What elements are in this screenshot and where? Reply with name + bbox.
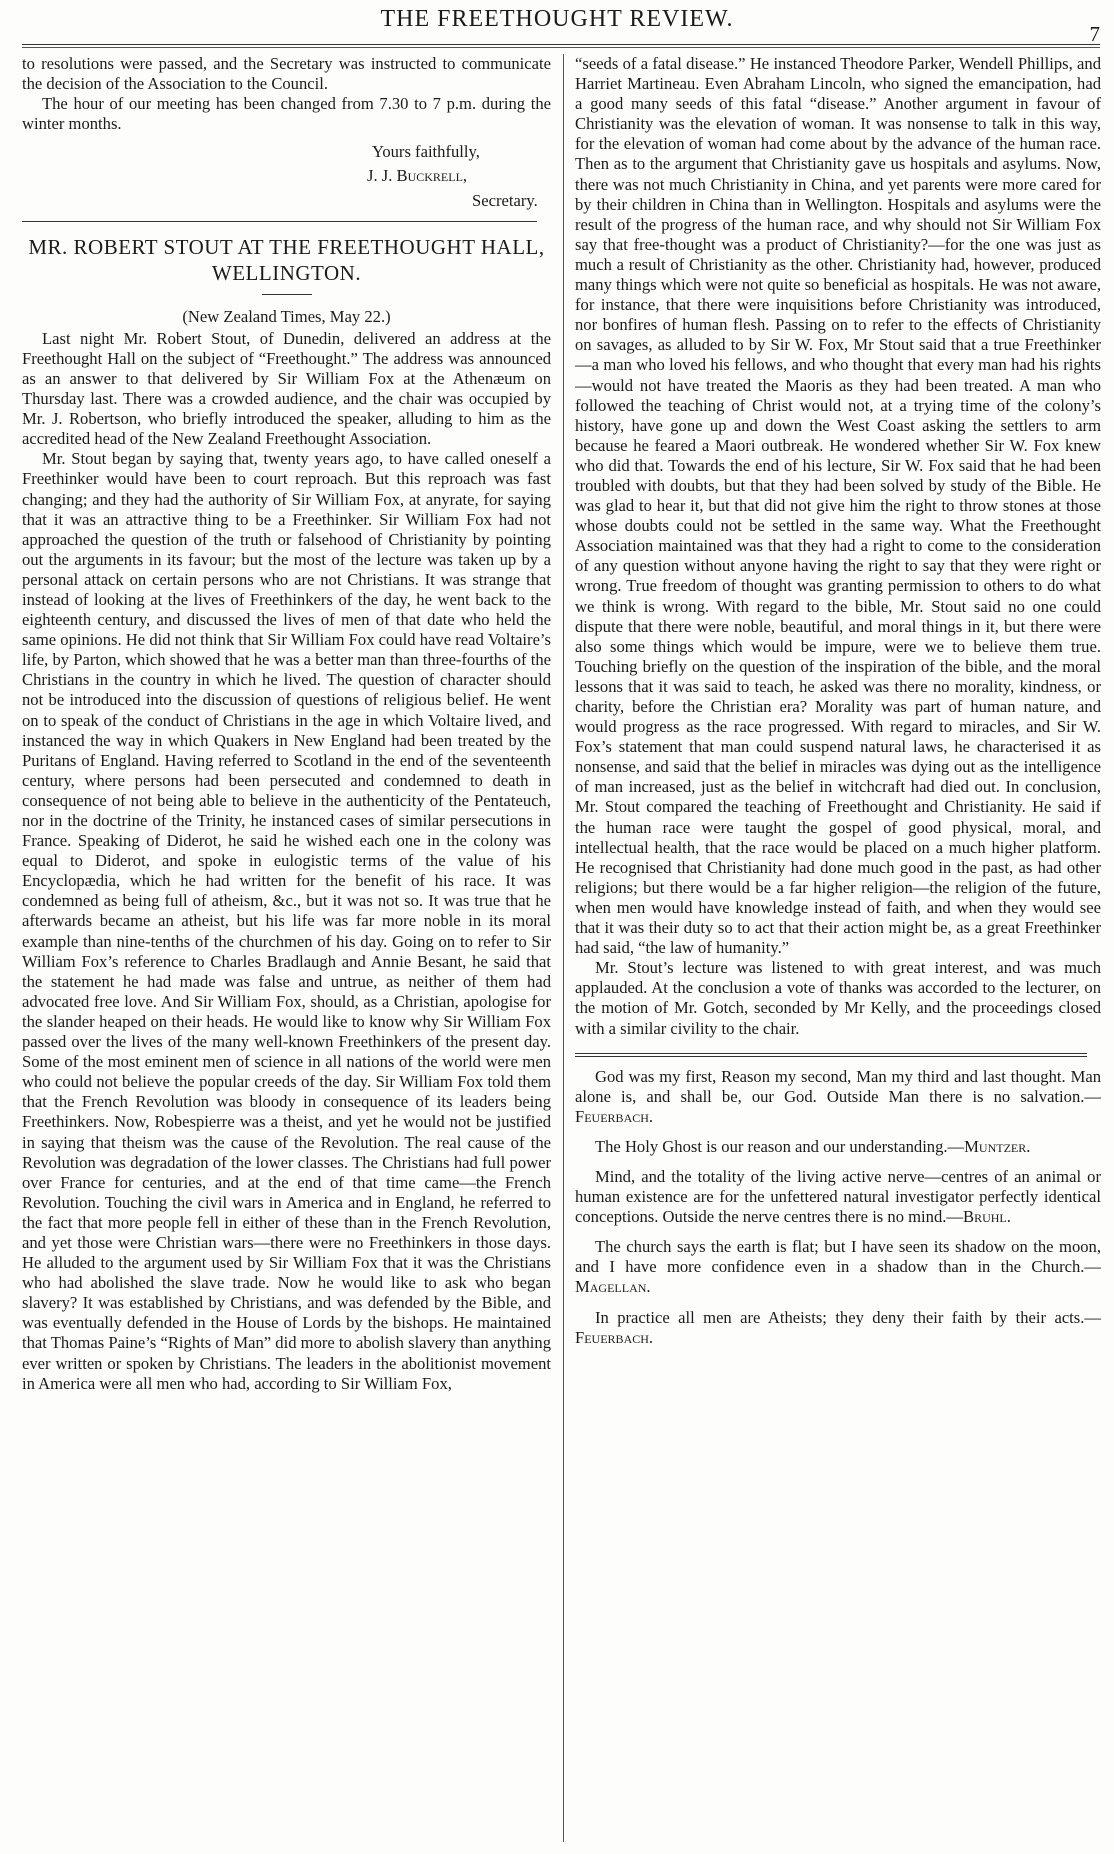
- header-rule: [22, 44, 1100, 45]
- quote: God was my first, Reason my second, Man my third and last thought. Man alone is, and shall be, our God. Outside Man there is no salvation.—Feuerbach.: [575, 1066, 1101, 1126]
- section-rule: [575, 1053, 1087, 1054]
- article-paragraph: Last night Mr. Robert Stout, of Dunedin, delivered an address at the Freethought Hall on the subject of “Freethought.” The address was announced as an answer to that delivered by Sir William Fox at the Athenæum on Thursday last. There was a crowded audience, and the chair was occupied by Mr. J. Robertson, who briefly introduced the speaker, alluding to him as the accredited head of the New Zealand Freethought Association.: [22, 328, 551, 449]
- article-source: (New Zealand Times, May 22.): [182, 306, 391, 326]
- quote: In practice all men are Atheists; they deny their faith by their acts.—Feuerbach.: [575, 1307, 1101, 1347]
- article-paragraph-continued: “seeds of a fatal disease.” He instanced Theodore Parker, Wendell Phillips, and Harriet Martineau. Even Abraham Lincoln, who signed the emancipation, had a good many seeds of this fatal “disease.” Another argument in favour of Christianity was the elevation of woman. It was nonsense to talk in this way, for the elevation of woman had come about by the advance of the human race. Then as to the argument that Christianity gave us hospitals and asylums. Now, there was not much Christianity in China, and yet parents were more cared for by their children in China than in Wellington. Hospitals and asylums were the result of the progress of the human race, and why should not Sir William Fox say that free-thought was a product of Christianity?—for the one was just as much a result of Christianity as the other. Christianity had, however, produced many things which were not quite so beneficial as hospitals. He was not aware, for instance, that there were inquisitions before Christianity was introduced, nor bonfires of human flesh. Passing on to refer to the effects of Christianity on savages, as alluded to by Sir W. Fox, Mr Stout said that a true Freethinker—a man who loved his fellows, and who thought that every man had his rights—would not have treated the Maoris as they had been treated. A man who followed the teaching of Christ would not, at a trying time of the colony’s history, have gone up and down the West Coast asking the settlers to arm because he feared a Maori outbreak. He wondered whether Sir W. Fox knew who did that. Towards the end of his lecture, Sir W. Fox said that he had been troubled with doubts, but that they had been solved by study of the Bible. He was glad to hear it, but that did not give him the right to throw stones at those whose doubts could not be settled in the same way. What the Freethought Association maintained was that they had a right to come to the consideration of any question without anyone having the right to say that they were right or wrong. True freedom of thought was granting permission to others to do what we think is wrong. With regard to the bible, Mr. Stout said no one could dispute that there were noble, beautiful, and moral things in it, but there were also some things which would be impure, were we to believe them true. Touching briefly on the question of the inspiration of the bible, and the moral lessons that it was said to teach, he asked was there no morality, kindness, or charity, before the Christian era? Morality was part of human nature, and would progress as the race progressed. With regard to miracles, and Sir W. Fox’s statement that man could suspend natural laws, he characterised it as nonsense, and said that the belief in miracles was dying out as the intelligence of man increased, just as the belief in witchcraft had died out. In conclusion, Mr. Stout compared the teaching of Freethought and Christianity. He said if the human race were taught the gospel of good physical, moral, and intellectual health, that the race would be placed on a much higher platform. He recognised that Christianity had done much good in the past, as had other religions; but there would be a far higher religion—the religion of the future, when men would have knowledge instead of faith, and when they would see that it was their duty so to act that their action might be, as a great Freethinker had said, “the law of humanity.”: [575, 54, 1101, 958]
- column-divider: [563, 54, 564, 1842]
- article-paragraph: Mr. Stout began by saying that, twenty years ago, to have called oneself a Freethinker would have been to court reproach. But this reproach was fast changing; and they had the authority of Sir William Fox, at anyrate, for saying that it was an attractive thing to be a Freethinker. Sir William Fox had not approached the question of the truth or falsehood of Christianity by pointing out the arguments in its favour; but the most of the lecture was taken up by a personal attack on certain persons who are not Christians. It was strange that instead of looking at the lives of Freethinkers of the day, he went back to the eighteenth century, and discussed the lives of men of that date who held the same opinions. He did not think that Sir William Fox could have read Voltaire’s life, by Parton, which showed that he was a better man than three-fourths of the Christians in the country in which he lived. The question of character should not be introduced into the discussion of questions of religious belief. He went on to speak of the conduct of Christians in the age in which Voltaire lived, and instanced the way in which Quakers in New England had been treated by the Puritans of England. Having referred to Scotland in the end of the seventeenth century, where persons had been persecuted and condemned to death in consequence of not being able to believe in the authenticity of the Pentateuch, nor in the doctrine of the Trinity, he instanced cases of similar persecutions in France. Speaking of Diderot, he said he wished each one in the colony was equal to Diderot, and spoke in eulogistic terms of the value of his Encyclopædia, which he had written for the benefit of his race. It was condemned as being full of atheism, &c., but it was not so. It was true that he afterwards became an atheist, but his life was far more noble in its moral example than nine-tenths of the churchmen of his day. Going on to refer to Sir William Fox’s reference to Charles Bradlaugh and Annie Besant, he said that the statement he had made was false and untrue, as neither of them had advocated free love. And Sir William Fox, should, as a Christian, apologise for the slander heaped on their heads. He would like to know why Sir William Fox passed over the lives of the many well-known Freethinkers of the present day. Some of the most eminent men of science in all nations of the world were men who could not believe the popular creeds of the day. Sir William Fox told them that the French Revolution was bloody in consequence of its leaders being Freethinkers. Now, Robespierre was a theist, and yet he would not be justified in saying that theism was the cause of the Revolution. The real cause of the Revolution was degradation of the lower classes. The Christians had full power over France for centuries, and at the end of that time came—the French Revolution. Touching the civil wars in America and in England, he referred to the fact that more people fell in either of these than in the French Revolution, and yet those were Christian wars—there were no Freethinkers in those days. He alluded to the argument used by Sir William Fox that it was the Christians who had abolished the slave trade. Now he would like to ask who began slavery? It was established by Christians, and was defended by the Bible, and was eventually defended in the House of Lords by the bishops. He maintained that Thomas Paine’s “Rights of Man” did more to abolish slavery than anything ever written or spoken by Christians. The leaders in the abolitionist movement in America were all men who had, according to Sir William Fox,: [22, 449, 551, 1393]
- quote: Mind, and the totality of the living active nerve—centres of an animal or human existence are for the unfettered natural investigator perfectly identical conceptions. Outside the nerve centres there is no mind.—Bruhl.: [575, 1166, 1101, 1227]
- letter-closing: Yours faithfully,: [372, 142, 480, 162]
- section-rule: [22, 221, 537, 222]
- letter-signer-title: Secretary.: [472, 190, 538, 210]
- letter-signer: J. J. Buckrell,: [367, 166, 468, 186]
- page-number: 7: [1089, 22, 1100, 46]
- quote: The church says the earth is flat; but I have seen its shadow on the moon, and I have more confidence even in a shadow than in the Church.—Magellan.: [575, 1237, 1101, 1297]
- letter-paragraph: The hour of our meeting has been changed from 7.30 to 7 p.m. during the winter months.: [22, 94, 551, 134]
- masthead: THE FREETHOUGHT REVIEW.: [380, 6, 734, 32]
- letter-paragraph: to resolutions were passed, and the Secretary was instructed to communicate the decision of the Association to the Council.: [22, 54, 551, 94]
- quote: The Holy Ghost is our reason and our understanding.—Muntzer.: [595, 1136, 1031, 1156]
- article-title: MR. ROBERT STOUT AT THE FREETHOUGHT HALL, WELLINGTON.: [28, 234, 545, 285]
- letter-signature: [22, 142, 551, 210]
- article-paragraph: Mr. Stout’s lecture was listened to with great interest, and was much applauded. At the conclusion a vote of thanks was accorded to the lecturer, on the motion of Mr. Gotch, seconded by Mr Kelly, and the proceedings closed with a similar civility to the chair.: [575, 958, 1101, 1038]
- left-column: [22, 54, 551, 1394]
- title-rule: [262, 294, 312, 295]
- right-column: [575, 54, 1101, 1358]
- header-rule-2: [22, 47, 1100, 48]
- section-rule-2: [575, 1056, 1087, 1057]
- quotes: [575, 1067, 1101, 1348]
